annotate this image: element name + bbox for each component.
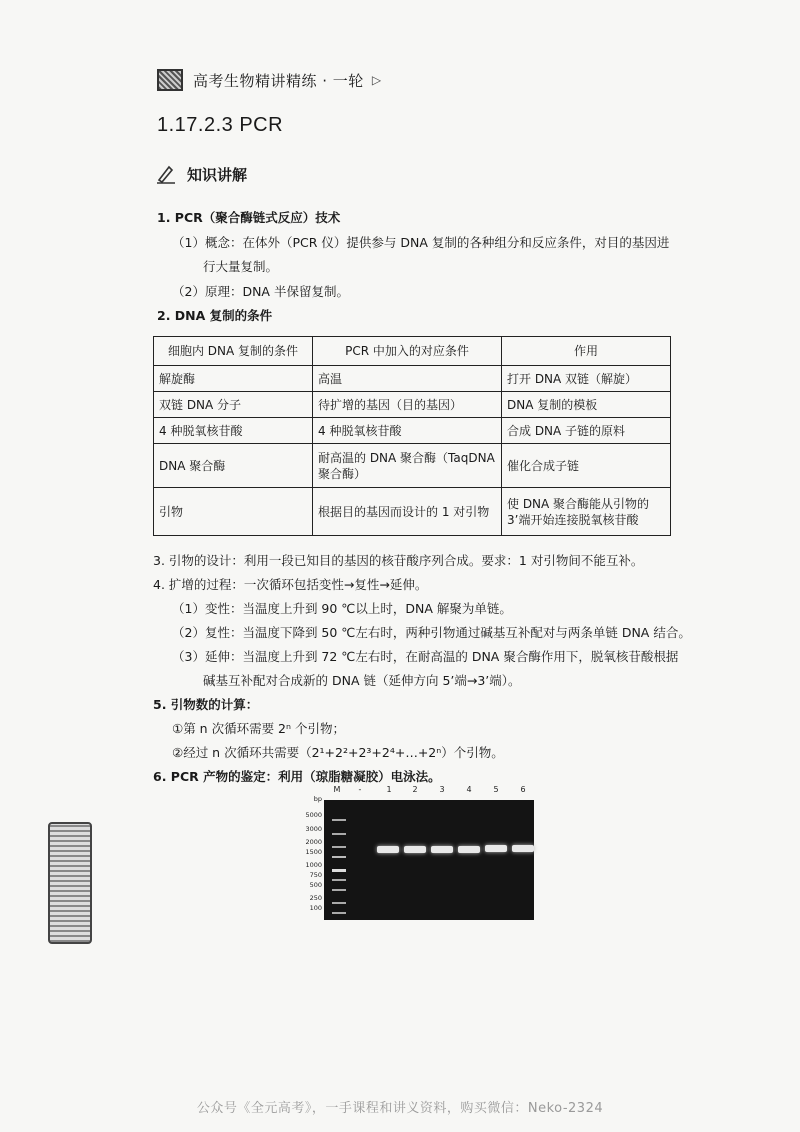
table-header: 作用 (502, 337, 671, 366)
table-cell: DNA 聚合酶 (154, 444, 313, 488)
ladder-band (332, 889, 346, 891)
table-cell: 引物 (154, 488, 313, 536)
lane-label: 3 (439, 785, 445, 794)
bp-unit-label: bp (313, 795, 322, 803)
table-row (154, 488, 671, 536)
item-4-1-denature: （1）变性：当温度上升到 90 ℃以上时，DNA 解聚为单链。 (172, 601, 512, 616)
sample-band (485, 845, 507, 852)
lane-label: 2 (412, 785, 418, 794)
ladder-band (332, 879, 346, 881)
table-cell: 根据目的基因而设计的 1 对引物 (313, 488, 502, 536)
knowledge-heading (155, 163, 247, 185)
item-4-title: 4. 扩增的过程：一次循环包括变性→复性→延伸。 (153, 577, 428, 592)
item-4-3-extend: （3）延伸：当温度上升到 72 ℃左右时，在耐高温的 DNA 聚合酶作用下，脱氧核苷酸根据 (172, 649, 679, 664)
bp-marker-label: 250 (309, 894, 322, 902)
ladder-band (332, 912, 346, 914)
lane-label: 6 (520, 785, 526, 794)
table-cell: 双链 DNA 分子 (154, 392, 313, 418)
conditions-table (153, 336, 671, 536)
table-row (154, 444, 671, 488)
bp-marker-label: 5000 (305, 811, 322, 819)
lane-label: - (358, 785, 362, 794)
gel-panel (324, 800, 534, 920)
table-row (154, 418, 671, 444)
table-cell: 待扩增的基因（目的基因） (313, 392, 502, 418)
table-header: PCR 中加入的对应条件 (313, 337, 502, 366)
side-margin-tab (48, 822, 92, 944)
ladder-band (332, 902, 346, 904)
ladder-band (332, 869, 346, 872)
arrow-icon: ▷ (371, 73, 382, 87)
pencil-icon (155, 163, 177, 185)
item-4-3-extend-cont: 碱基互补配对合成新的 DNA 链（延伸方向 5’端→3’端）。 (203, 673, 521, 688)
ladder-band (332, 846, 346, 848)
sample-band (431, 846, 453, 853)
table-cell: 打开 DNA 双链（解旋） (502, 366, 671, 392)
item-1-1-concept-cont: 行大量复制。 (203, 259, 279, 274)
table-cell: 耐高温的 DNA 聚合酶（TaqDNA 聚合酶） (313, 444, 502, 488)
table-header-row (154, 337, 671, 366)
sample-band (377, 846, 399, 853)
item-3-primer-design: 3. 引物的设计：利用一段已知目的基因的核苷酸序列合成。要求：1 对引物间不能互补。 (153, 553, 644, 568)
ladder-band (332, 856, 346, 858)
table-cell: 4 种脱氧核苷酸 (154, 418, 313, 444)
item-5-2: ②经过 n 次循环共需要（2¹+2²+2³+2⁴+…+2ⁿ）个引物。 (172, 745, 504, 760)
table-row (154, 392, 671, 418)
book-logo-icon (157, 69, 183, 91)
table-cell: 4 种脱氧核苷酸 (313, 418, 502, 444)
page-header (157, 68, 381, 92)
footer-watermark: 公众号《全元高考》，一手课程和讲义资料，购买微信：Neko-2324 (196, 1101, 604, 1116)
lane-label: 1 (386, 785, 392, 794)
item-1-2-principle: （2）原理：DNA 半保留复制。 (172, 284, 349, 299)
item-1-title: 1. PCR（聚合酶链式反应）技术 (157, 210, 341, 225)
table-cell: 解旋酶 (154, 366, 313, 392)
table-row (154, 366, 671, 392)
section-title: 1.17.2.3 PCR (157, 114, 284, 136)
table-cell: 合成 DNA 子链的原料 (502, 418, 671, 444)
item-2-title: 2. DNA 复制的条件 (157, 308, 273, 323)
sample-band (458, 846, 480, 853)
book-title: 高考生物精讲精练 · 一轮 (193, 71, 364, 90)
bp-marker-label: 1000 (305, 861, 322, 869)
sample-band (404, 846, 426, 853)
bp-marker-label: 100 (309, 904, 322, 912)
knowledge-label: 知识讲解 (187, 165, 248, 184)
lane-label: 5 (493, 785, 499, 794)
item-5-title: 5. 引物数的计算： (153, 697, 259, 712)
item-4-2-anneal: （2）复性：当温度下降到 50 ℃左右时，两种引物通过碱基互补配对与两条单链 DNA 结合。 (172, 625, 691, 640)
bp-marker-label: 2000 (305, 838, 322, 846)
ladder-band (332, 833, 346, 835)
gel-electrophoresis-image (292, 785, 542, 925)
sample-band (512, 845, 534, 852)
bp-marker-label: 3000 (305, 825, 322, 833)
bp-marker-label: 750 (309, 871, 322, 879)
item-1-1-concept: （1）概念：在体外（PCR 仪）提供参与 DNA 复制的各种组分和反应条件，对目的基因进 (172, 235, 670, 250)
bp-marker-label: 500 (309, 881, 322, 889)
ladder-band (332, 819, 346, 821)
table-cell: 催化合成子链 (502, 444, 671, 488)
item-6-identification: 6. PCR 产物的鉴定：利用（琼脂糖凝胶）电泳法。 (153, 769, 441, 784)
lane-label: 4 (466, 785, 472, 794)
table-cell: 高温 (313, 366, 502, 392)
lane-label: M (333, 785, 341, 794)
item-5-1: ①第 n 次循环需要 2ⁿ 个引物； (172, 721, 345, 736)
table-cell: DNA 复制的模板 (502, 392, 671, 418)
bp-marker-label: 1500 (305, 848, 322, 856)
table-cell: 使 DNA 聚合酶能从引物的 3’端开始连接脱氧核苷酸 (502, 488, 671, 536)
table-header: 细胞内 DNA 复制的条件 (154, 337, 313, 366)
